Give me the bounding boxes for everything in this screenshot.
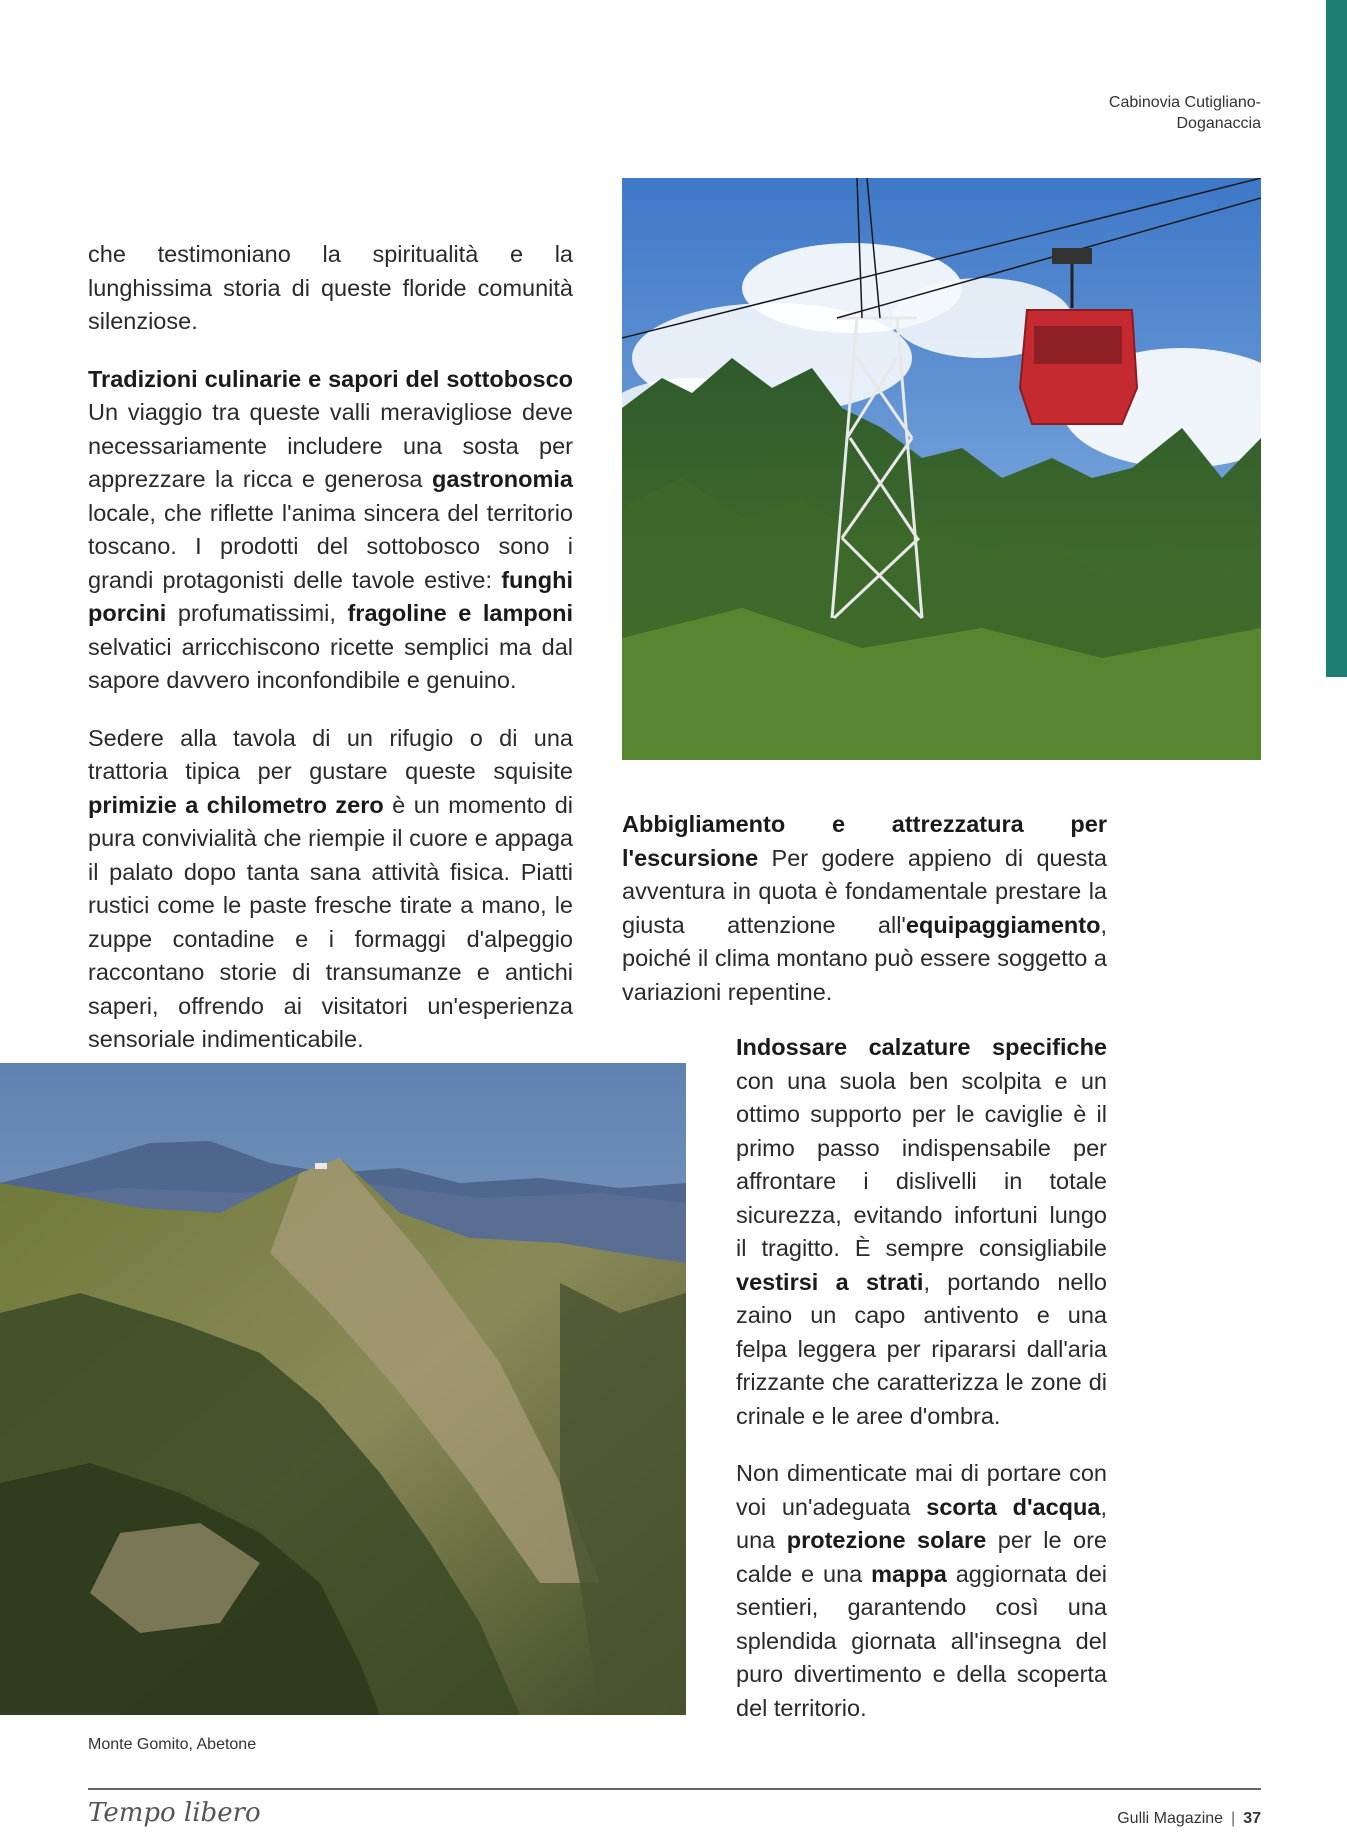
section-color-tab — [1326, 0, 1347, 677]
culinary-paragraph: Tradizioni culinarie e sapori del sottobosco Un viaggio tra queste valli meravigliose deve necessariamente includere una sosta per apprezzare la ricca e generosa gastronomia locale, che riflette l'anima sincera del territorio toscano. I prodotti del sottobosco sono i grandi protagonisti delle tavole estive: funghi porcini profumatissimi, fragoline e lamponi selvatici arricchiscono ricette semplici ma dal sapore davvero inconfondibile e genuino. — [88, 365, 573, 693]
cable-car-photo — [622, 178, 1261, 760]
essentials-paragraph: Non dimenticate mai di portare con voi un'adeguata scorta d'acqua, una protezione solare per le ore calde e una mappa aggiornata dei sentieri, garantendo così una splendida giornata all'insegna del puro divertimento e della scoperta del territorio. — [736, 1460, 1107, 1721]
magazine-name: Gulli Magazine — [1117, 1810, 1224, 1827]
lower-text-column — [736, 1031, 1107, 1725]
footer-separator: | — [1231, 1810, 1236, 1827]
footer-section-title: Tempo libero — [88, 1798, 261, 1828]
left-text-column — [88, 238, 573, 1057]
footer-magazine-info — [1117, 1810, 1261, 1828]
convivial-paragraph: Sedere alla tavola di un rifugio o di una trattoria tipica per gustare queste squisite primizie a chilometro zero è un momento di pura convivialità che riempie il cuore e appaga il palato dopo tanta sana attività fisica. Piatti rustici come le paste fresche tirate a mano, le zuppe contadine e i formaggi d'alpeggio raccontano storie di transumanze e antichi saperi, offrendo ai visitatori un'esperienza sensoriale indimenticabile. — [88, 724, 574, 1052]
mountain-photo — [0, 1063, 686, 1715]
intro-paragraph: che testimoniano la spiritualità e la lunghissima storia di queste floride comunità silenziose. — [88, 241, 573, 334]
page-number: 37 — [1243, 1810, 1261, 1827]
footwear-paragraph: Indossare calzature specifiche con una suola ben scolpita e un ottimo supporto per le caviglie è il primo passo indispensabile per affrontare i dislivelli in totale sicurezza, evitando infortuni lungo il tragitto. È sempre consigliabile vestirsi a strati, portando nello zaino un capo antivento e una felpa leggera per ripararsi dall'aria frizzante che caratterizza le zone di crinale e le aree d'ombra. — [736, 1034, 1108, 1429]
equipment-heading: Abbigliamento e attrezzatura per l'escursione — [622, 811, 1107, 871]
equipment-paragraph: Abbigliamento e attrezzatura per l'escursione Per godere appieno di questa avventura in quota è fondamentale prestare la giusta attenzione all'equipaggiamento, poiché il clima montano può essere soggetto a variazioni repentine. — [622, 811, 1107, 1005]
footer-divider — [88, 1788, 1261, 1790]
cable-car-caption: Cabinovia Cutigliano-Doganaccia — [1108, 94, 1261, 132]
culinary-heading: Tradizioni culinarie e sapori del sottobosco — [88, 365, 573, 392]
right-text-column — [622, 808, 1107, 1009]
mountain-caption: Monte Gomito, Abetone — [88, 1736, 257, 1753]
